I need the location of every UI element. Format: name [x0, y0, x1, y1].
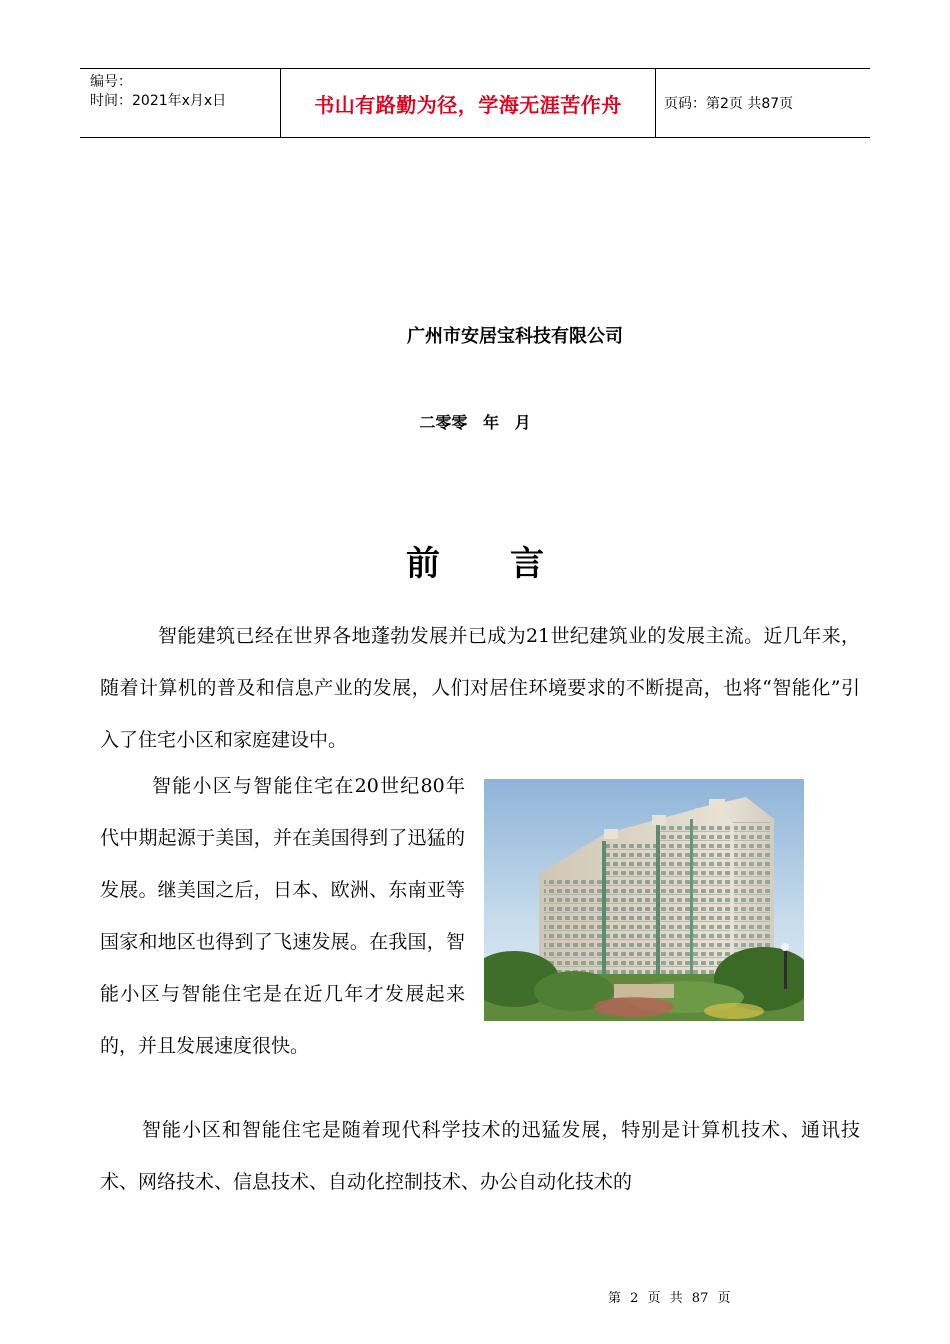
header-motto: 书山有路勤为径，学海无涯苦作舟	[280, 69, 656, 137]
document-header	[80, 68, 870, 138]
header-meta	[80, 69, 280, 137]
preface-paragraph-2: 智能小区与智能住宅在20世纪80年代中期起源于美国，并在美国得到了迅猛的发展。继美国之后，日本、欧洲、东南亚等国家和地区也得到了飞速发展。在我国，智能小区与智能住宅是在近几年才发展起来的，并且发展速度很快。	[100, 775, 465, 1057]
time-label: 时间：2021年x月x日	[90, 93, 227, 109]
cover-date: 二零零 年 月	[419, 413, 531, 432]
preface-title: 前言	[406, 544, 614, 584]
residential-building-photo	[484, 779, 804, 1021]
company-name: 广州市安居宝科技有限公司	[407, 326, 623, 347]
footer-page-number: 第 2 页 共 87 页	[608, 1291, 731, 1306]
number-label: 编号：	[90, 74, 132, 90]
preface-paragraph-3: 智能小区和智能住宅是随着现代科学技术的迅猛发展，特别是计算机技术、通讯技术、网络技术、信息技术、自动化控制技术、办公自动化技术的	[100, 1119, 860, 1193]
preface-paragraph-1: 智能建筑已经在世界各地蓬勃发展并已成为21世纪建筑业的发展主流。近几年来，随着计算机的普及和信息产业的发展，人们对居住环境要求的不断提高，也将“智能化”引入了住宅小区和家庭建设中。	[100, 625, 860, 751]
header-page-info: 页码：第2页 共87页	[664, 96, 794, 112]
